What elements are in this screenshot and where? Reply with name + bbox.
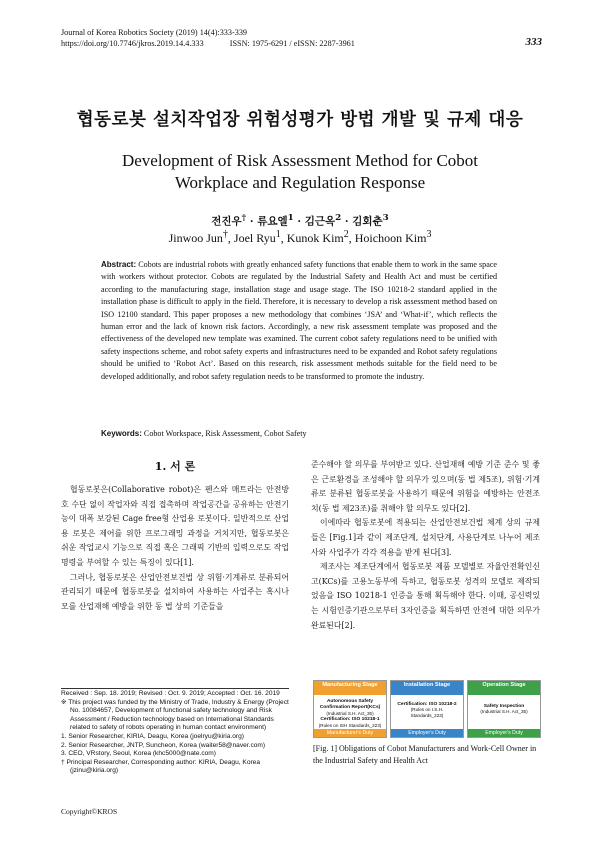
right-column-body bbox=[311, 458, 540, 633]
author-en-3-sup: 2 bbox=[343, 229, 349, 240]
author-kr-4-sup: 3 bbox=[382, 213, 389, 223]
authors-korean: 전진우† · 류요엘$^1$ · 김근옥$^2$ · 김회춘$^3$ bbox=[211, 213, 389, 228]
section-heading-introduction: 1. 서 론 bbox=[154, 460, 196, 473]
figure-1-caption: [Fig. 1] Obligations of Cobot Manufacturers and Work-Cell Owner in the Industrial Safety and Health Act bbox=[313, 744, 537, 765]
stage-manufacturing-body bbox=[314, 695, 386, 728]
figure-1-diagram bbox=[313, 680, 539, 736]
keywords-label: Keywords: bbox=[101, 429, 142, 438]
author-en-4-sup: 3 bbox=[426, 229, 432, 240]
author-kr-1: 전진우 bbox=[211, 215, 242, 228]
author-kr-1-sup: † bbox=[241, 213, 247, 223]
footnotes bbox=[61, 690, 291, 776]
stage-installation-line2: (Rules on I.S.H. bbox=[410, 707, 444, 713]
stage-operation-body bbox=[468, 695, 540, 733]
stage-installation-footer: Employer's Duty bbox=[391, 729, 463, 737]
author-en-3: Kunok Kim bbox=[286, 231, 344, 245]
keywords bbox=[101, 429, 497, 438]
stage-installation-line3: Standards_223) bbox=[410, 712, 444, 718]
stage-manufacturing bbox=[313, 680, 387, 738]
author-en-1: Jinwoo Jun bbox=[168, 231, 223, 245]
corresponding-author: † Principal Researcher, Corresponding author: KIRIA, Deagu, Korea (jzinu@kiria.org) bbox=[61, 758, 261, 775]
copyright: Copyright©KROS bbox=[61, 807, 118, 816]
author-en-4: Hoichoon Kim bbox=[354, 231, 427, 245]
stage-manufacturing-header bbox=[314, 681, 386, 695]
footnote-2: 2. Senior Researcher, JNTP, Suncheon, Korea (waiter58@naver.com) bbox=[61, 741, 266, 749]
stage-operation bbox=[467, 680, 541, 738]
left-column-body bbox=[61, 483, 289, 614]
stage-operation-title: Operation Stage bbox=[482, 682, 526, 688]
page-number: 333 bbox=[525, 36, 542, 48]
author-kr-3-sup: 2 bbox=[335, 213, 342, 223]
stage-installation-body bbox=[391, 695, 463, 731]
author-en-2-sup: 1 bbox=[275, 229, 281, 240]
journal-line: Journal of Korea Robotics Society (2019) 14(4):333-339 bbox=[61, 28, 248, 37]
author-kr-4: 김회춘 bbox=[352, 215, 383, 228]
stage-manufacturing-line3: Certification: ISO 10218-1 bbox=[320, 717, 380, 723]
right-paragraph-3: 제조사는 제조단계에서 협동로봇 제품 모델별로 자율안전확인신고(KCs)를 고용노동부에 득하고, 협동로봇 성격의 모델로 제작되었음을 ISO 10218-1 인증을 통해 획득해야 한다. 이때, 공신력있는 시험인증기관으로부터 3자인증을 획득하면 안전에 대한 의무가 완료된다[2]. bbox=[311, 562, 540, 630]
author-kr-3: 김근옥 bbox=[304, 215, 336, 228]
author-en-2: Joel Ryu bbox=[233, 231, 276, 245]
stage-installation-line1: Certification: ISO 10218-2 bbox=[397, 702, 457, 707]
stage-manufacturing-line1: Autonomous Safety Confirmation Report(KCs) bbox=[319, 699, 381, 711]
right-paragraph-2: 이에따라 협동로봇에 적용되는 산업안전보건법 체계 상의 규제들은 [Fig.1]과 같이 제조단계, 설치단계, 사용단계로 나누어 제조사와 사업주가 각각 적용을 받게 된다[3]. bbox=[311, 518, 540, 557]
stage-manufacturing-footer: Manufacturer's Duty bbox=[314, 729, 386, 737]
abstract-text: Cobots are industrial robots with greatly enhanced safety functions that enable them to work in the same space with workers without protector. Cobots are regulated by the Industrial Safety and Health Act and must be certified according to the manufacturing stage, installation stage and usage stage. The ISO 10218-2 standard applied in the installation phase is difficult to apply in the field. Therefore, it is necessary to develop a risk assessment method based on ISO 12100 standard. This paper proposes a new methodology that combines ‘JSA’ and ‘What-if’, which reflects the human error and the lack of known risk factors. Accordingly, a new risk assessment template was proposed and the effectiveness of the developed new template was examined. The current cobot safety regulations need to be unified with safety inspections scheme, and robot safety experts and infrastructures need to be expanded and Robot safety regulations should be unified to ‘Robot Act’. Based on this research, risk assessment methods suitable for the field need to be developed additionally, and robot safety regulation needs to be transformed to promote the industry. bbox=[101, 260, 498, 381]
stage-operation-line2: (Industrial S.H. Act_35) bbox=[480, 709, 528, 715]
stage-manufacturing-line4: (Rules on ISH Standards_223) bbox=[318, 722, 382, 728]
footnote-1: 1. Senior Researcher, KIRIA, Deagu, Korea (joelryu@kiria.org) bbox=[61, 732, 244, 740]
left-paragraph-2: 그러나, 협동로봇은 산업안전보건법 상 위험·기계류로 분류되어 관리되기 때문에 협동로봇을 설치하여 사용하는 사업주는 혹시나 모를 산업재해 예방을 위한 동 법 상의 기준들을 bbox=[61, 572, 289, 611]
right-paragraph-1: 준수해야 할 의무를 부여받고 있다. 산업재해 예방 기준 준수 및 좋은 근로환경을 조성해야 할 의무가 있으며(동 법 제5조), 위험·기계류로 분류된 협동로봇을 사용하기 때문에 위험을 예방하는 안전조치(동 법 제23조)를 취해야 할 의무도 있다[2]. bbox=[311, 460, 540, 513]
footnote-divider bbox=[61, 688, 289, 689]
stage-manufacturing-title: Manufacturing Stage bbox=[322, 682, 378, 688]
stage-installation bbox=[390, 680, 464, 738]
journal-header bbox=[61, 27, 355, 49]
stage-manufacturing-line2: (Industrial S.H. Act_35) bbox=[326, 710, 374, 716]
doi-issn-line bbox=[61, 38, 355, 49]
author-kr-2-sup: 1 bbox=[287, 213, 294, 223]
keywords-text: Cobot Workspace, Risk Assessment, Cobot Safety bbox=[141, 429, 307, 438]
abstract-label: Abstract: bbox=[101, 260, 137, 269]
title-korean: 협동로봇 설치작업장 위험성평가 방법 개발 및 규제 대응 bbox=[76, 110, 524, 130]
stage-operation-footer: Employer's Duty bbox=[468, 729, 540, 737]
author-kr-2: 류요엘 bbox=[257, 215, 288, 228]
authors-english: Jinwoo Jun†, Joel Ryu$^1$, Kunok Kim$^2$, Hoichoon Kim$^3$ bbox=[168, 229, 432, 245]
issn-text: ISSN: 1975-6291 / eISSN: 2287-3961 bbox=[229, 39, 355, 48]
title-english bbox=[0, 150, 600, 194]
stage-installation-title: Installation Stage bbox=[403, 682, 451, 688]
title-english-line1: Development of Risk Assessment Method for Cobot bbox=[121, 151, 479, 170]
received-dates: Received : Sep. 18. 2019; Revised : Oct. 9. 2019; Accepted : Oct. 16. 2019 bbox=[61, 690, 280, 697]
doi-link[interactable]: https://doi.org/10.7746/jkros.2019.14.4.333 bbox=[61, 39, 204, 48]
stage-operation-header bbox=[468, 681, 540, 695]
abstract bbox=[101, 259, 497, 383]
stage-installation-header bbox=[391, 681, 463, 695]
footnote-3: 3. CEO, VRstory, Seoul, Korea (khc5000@nate.com) bbox=[61, 750, 216, 758]
left-paragraph-1: 협동로봇은(Collaborative robot)은 펜스와 매트라는 안전방호 수단 없이 작업자와 직접 접촉하며 작업공간을 공유하는 안전기능이 대폭 보강된 Cage free형 산업용 로봇이다. 일반적으로 산업용 로봇은 제어를 위한 프로그래밍 과정을 거치지만, 협동로봇은 쉬운 작업교시 기능으로 직접 혹은 그래픽 기반의 입력으로도 작업 명령을 부여할 수 있는 특징이 있다[1]. bbox=[61, 485, 289, 567]
funding-note: ※ This project was funded by the Ministry of Trade, Industry & Energy (Project No. 10084657, Development of functional safety technology and Risk Assessment / Reduction technology based on International Standards related to safety of robots operating in human contact environment) bbox=[61, 698, 289, 732]
stage-operation-line1: Safety Inspection bbox=[483, 704, 525, 709]
author-en-1-sup: † bbox=[222, 229, 228, 240]
title-english-line2: Workplace and Regulation Response bbox=[174, 173, 426, 192]
